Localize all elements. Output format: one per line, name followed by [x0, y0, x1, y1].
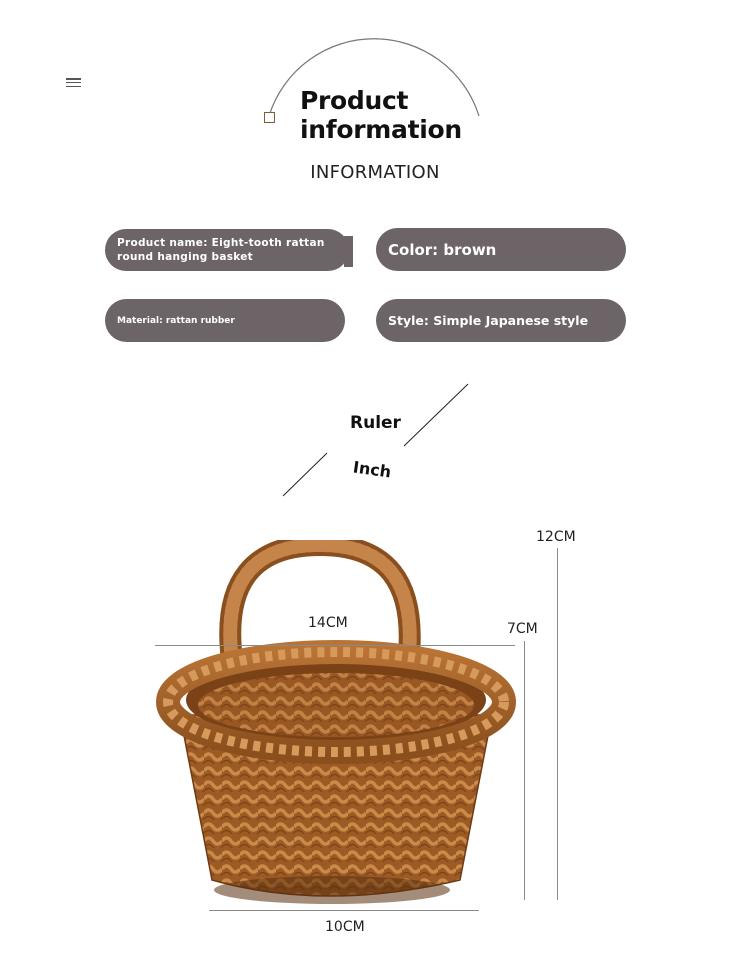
title-line-1: Product [300, 86, 409, 115]
body-height-label: 7CM [507, 621, 538, 637]
style-text: Style: Simple Japanese style [388, 313, 589, 328]
total-height-label: 12CM [536, 529, 576, 545]
ruler-diagonal-lines [280, 380, 480, 500]
rattan-basket-image [150, 540, 530, 910]
page-title [300, 86, 500, 144]
material-pill [105, 299, 345, 342]
product-name-line-1: Product name: Eight-tooth rattan [117, 237, 325, 249]
color-pill [376, 228, 626, 271]
dimension-line-bottom-width [209, 910, 479, 911]
pill-tab-decoration [344, 236, 353, 267]
bottom-width-label: 10CM [325, 919, 365, 935]
menu-icon[interactable] [66, 78, 81, 88]
dimension-line-top-width [155, 645, 515, 646]
ruler-label: Ruler [350, 413, 401, 433]
material-text: Material: rattan rubber [117, 315, 235, 326]
dimension-line-total-height [557, 548, 558, 900]
color-text: Color: brown [388, 240, 497, 259]
product-name-line-2: round hanging basket [117, 251, 254, 263]
square-decoration [264, 112, 275, 123]
inch-label: Inch [351, 457, 393, 482]
dimension-line-body-height [524, 641, 525, 900]
title-line-2: information [300, 115, 462, 144]
product-name-pill [105, 229, 349, 271]
style-pill [376, 299, 626, 342]
top-width-label: 14CM [308, 615, 348, 631]
page-subtitle: INFORMATION [310, 162, 440, 183]
